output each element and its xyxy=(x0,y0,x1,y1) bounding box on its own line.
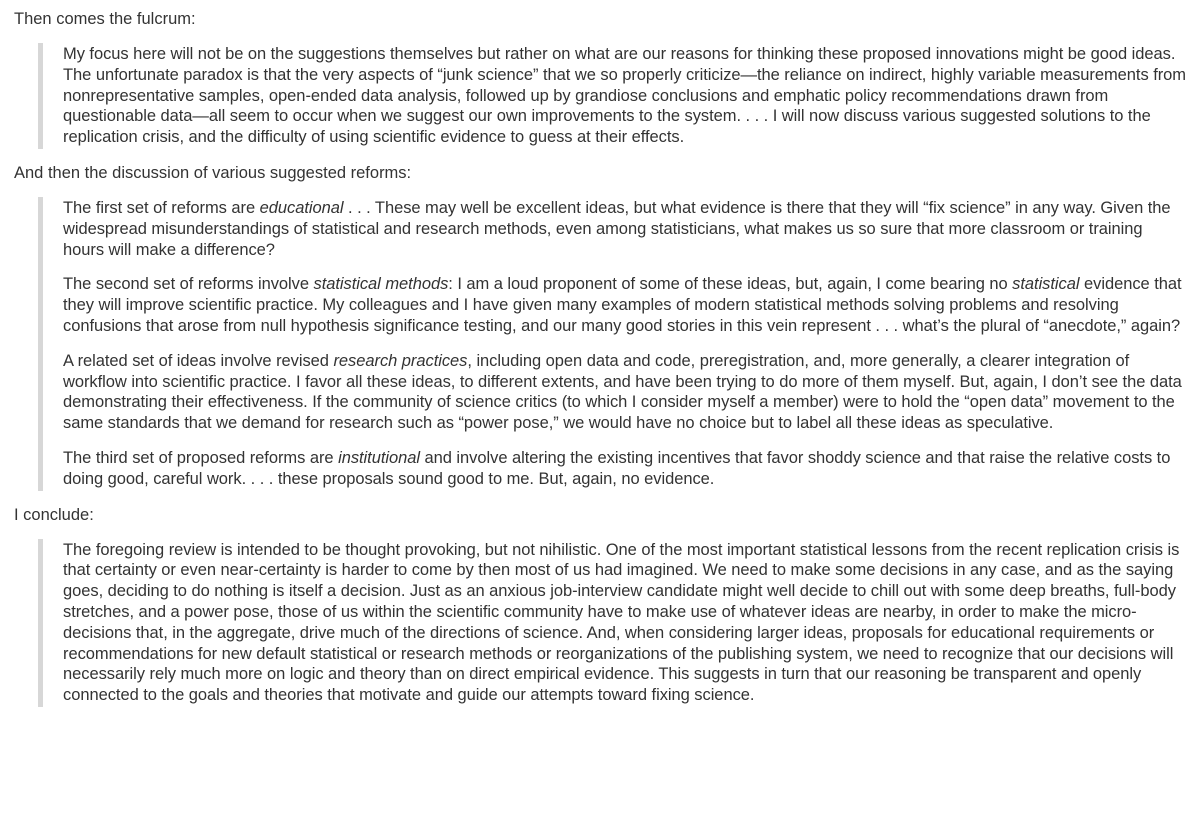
intro-conclude: I conclude: xyxy=(14,505,94,524)
intro-reforms: And then the discussion of various suggested reforms: xyxy=(14,163,412,182)
reform-institutional-emphasis: institutional xyxy=(338,448,420,467)
reform-institutional-post: and involve altering the existing incentives that favor shoddy science and that raise the relative costs to doing good, careful work. . . . these proposals sound good to me. But, again, no evidence. xyxy=(63,448,1171,488)
reform-educational-emphasis: educational xyxy=(259,198,344,217)
reform-statistical-emphasis-2: statistical xyxy=(1012,275,1080,294)
intro-fulcrum: Then comes the fulcrum: xyxy=(14,10,196,28)
reform-statistical-emphasis: statistical methods xyxy=(313,275,449,294)
quote-fulcrum-paragraph: My focus here will not be on the suggestions themselves but rather on what are our reasons for thinking these proposed innovations might be good ideas. The unfortunate paradox is that the very aspects of “junk science” that we so properly criticize—the reliance on indirect, highly variable measurements from nonrepresentative samples, open-ended data analysis, followed up by grandiose conclusions and emphatic policy recommendations drawn from questionable data—all seem to occur when we suggest our own improvements to the system. . . . I will now discuss various suggested solutions to the replication crisis, and the difficulty of using scientific evidence to guess at their effects. xyxy=(63,45,1186,147)
blockquote-fulcrum xyxy=(38,43,1186,149)
reform-research-pre: A related set of ideas involve revised xyxy=(63,351,334,370)
reform-statistical-post: evidence that they will improve scientific practice. My colleagues and I have given many examples of modern statistical methods solving problems and resolving confusions that arose from null hypothesis significance testing, and our many good stories in this vein represent . . . what’s the plural of “anecdote,” again? xyxy=(63,275,1182,335)
reform-educational-paragraph xyxy=(63,198,1186,260)
reform-research-post: , including open data and code, preregistration, and, more generally, a clearer integration of workflow into scientific practice. I favor all these ideas, to different extents, and have been trying to do more of them myself. But, again, I don’t see the data demonstrating their effectiveness. If the community of science critics (to which I consider myself a member) were to hold the “open data” movement to the same standards that we demand for research such as “power pose,” we would have no choice but to label all these ideas as speculative. xyxy=(63,351,1182,433)
reform-educational-pre: The first set of reforms are xyxy=(63,198,260,217)
reform-institutional-paragraph xyxy=(63,448,1186,490)
reform-research-emphasis: research practices xyxy=(333,351,468,370)
blockquote-reforms xyxy=(38,197,1186,491)
reform-statistical-paragraph xyxy=(63,274,1186,336)
quote-conclude-paragraph: The foregoing review is intended to be thought provoking, but not nihilistic. One of the most important statistical lessons from the recent replication crisis is that certainty or even near-certainty is harder to come by then most of us had imagined. We need to make some decisions in any case, and as the saying goes, deciding to do nothing is itself a decision. Just as an anxious job-interview candidate might well decide to chill out with some deep breaths, full-body stretches, and a power pose, those of us within the scientific community have to make use of whatever ideas are nearby, in order to make the micro-decisions that, in the aggregate, drive much of the directions of science. And, when considering larger ideas, proposals for educational requirements or recommendations for new default statistical or research methods or reorganizations of the publishing system, we need to recognize that our decisions will necessarily rely much more on logic and theory than on direct empirical evidence. This suggests in turn that our reasoning be transparent and openly connected to the goals and theories that motivate and guide our attempts toward fixing science. xyxy=(63,540,1180,705)
reform-research-paragraph xyxy=(63,351,1186,434)
reform-educational-post: . . . These may well be excellent ideas, but what evidence is there that they will “fix science” in any way. Given the widespread misunderstandings of statistical and research methods, even among statisticians, what makes us so sure that more classroom or training hours will make a difference? xyxy=(63,198,1171,259)
reform-statistical-mid: : I am a loud proponent of some of these ideas, but, again, I come bearing no xyxy=(448,275,1013,294)
reform-statistical-pre: The second set of reforms involve xyxy=(63,275,314,294)
blockquote-conclude xyxy=(38,539,1186,707)
reform-institutional-pre: The third set of proposed reforms are xyxy=(63,448,339,467)
